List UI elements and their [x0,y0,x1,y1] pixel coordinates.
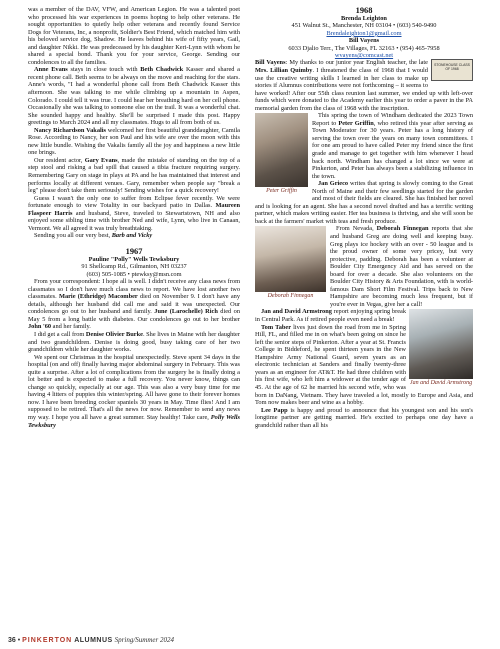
paragraph: Tom Taber lives just down the road from me in Spring Hill, FL, and filled me in on what's been going on since he left the senior steps of Pinkerton. After a year at St. Francis College in Biddeford, he spent thirteen years in the New Hampshire Army National Guard, seven years as an electronic technician at Sanders and finally twenty-three years as an engineer for AT&T. He had three children with his first wife, who left him a widower at the tender age of 45. At the age of 62 he married his second wife, who was born in DaNang, Vietnam. They have traveled a lot, mostly to Europe and Asia, and Tom now makes beer and wine as a hobby. [255,323,473,407]
paragraph: Sending you all our very best, Barb and Vicky [34,232,153,240]
correspondent-name: Pauline "Polly" Wells Tewksbury [88,255,180,263]
correspondent-email-link[interactable]: wvayens@comcast.net [334,52,394,60]
photo-caption: Peter Griffin [266,188,297,195]
correspondent-contact: (603) 505-1085 • ptewksy@msn.com [86,270,182,278]
correspondent-email-link[interactable]: Brendaleighton1@gmail.com [326,29,402,37]
memorial-paver-plaque: STONEHOUSE CLASS OF 1968 [431,59,473,81]
class-1968-header [255,6,473,59]
signature: Barb and Vicky [111,232,153,240]
photo-caption: Jan and David Armstrong [409,380,473,387]
right-column: 1968 Brenda Leighton 451 Walnut St., Manchester, NH 03104 • (603) 540-9490 Brendaleighton1@gmail.com Bill Vayens 6033 Djalio Terr., The Villages, FL 32163 • (954) 465-7958 wvayens@comcast.net STONEHOUSE CLASS OF 1968 Bill Vayens: My thanks to our junior year English teacher, the late Mrs. Lillian Quimby. I threatened the class of 1968 that I would use the creative writing skills I learned in her class to make up stories if Alumnus contributions were not forthcoming – it seems to have worked! After our 55th class reunion last summer, we ended up with left-over funds which were donated to the Academy earlier this year to order a paver in the PA memorial garden from the class of 1968 with the inscription. Peter Griffin This spring the town of Windham dedicated the 2023 Town Report to Peter Griffin, who retired this year after serving as Town Moderator for 30 years. Peter has a long history of serving the town over the years on many town committees. I for one am proud to have called Peter my friend since the first grade and manage to get together with him whenever I head back north. Windham has changed a lot since we were at Pinkerton, and Peter has always been a stabilizing influence in the town. Jan Grieco writes that spring is slowly coming to the Great North of Maine and their few seedlings started for the garden and most of their fields are cleared. She has finished her novel and is looking for an agent. She has a second novel drafted and has a terrific writing partner, which makes writing easier. Her tea business is thriving, and she will soon be back at the farmers' market with teas and fresh produce. Deborah Finnegan From Nevada, Deborah Finnegan reports that she and husband Greg are doing well and keeping busy. Greg plays ice hockey with an over - 50 league and is the proud owner of some very pricey, but very protective, padding. Deborah has been a volunteer at Boulder City Emergency Aid and has served on the board for over a decade. She also volunteers on the Boulder City History & Arts Foundation, with is world-famous Dam Short Film Festival. Trips back to New Hampshire are becoming much less frequent, but if you're ever in Vegas, give her a call! Jan and David Armstrong Jan and David Armstrong report enjoying spring break in Central Park. As if retired people even need a break! Tom Taber lives just down the road from me in Spring Hill, FL, and filled me in on what's been going on since he left the senior steps of Pinkerton. After a year at St. Francis College in Biddeford, he spent thirteen years in the New Hampshire Army National Guard, seven years as an electronic technician at Sanders and finally twenty-three years as an engineer for AT&T. He had three children with his first wife, who left him a widower at the tender age of 45. At the age of 62 he married his second wife, who was born in DaNang, Vietnam. They have traveled a lot, mostly to Europe and Asia, and Tom now makes beer and wine as a hobby. Lee Papp is happy and proud to announce that his youngest son and his son's longtime partner are getting married. He's excited to perhaps one day have a grandchild rather than all his [255,6,474,429]
paragraph: From your correspondent: I hope all is well. I didn't receive any class news from classmates so I don't have much class news to report. We have lost another two classmates. Marie (Ethridge) Macomber died on November 9. I don't have any details, although her husband did call me and said it was unexpected. Our condolences go out to her husband and family. June (Larochelle) Rich died on May 5 from a long battle with diabetes. Our condolences go out to her brother John '60 and her family. [28,278,241,331]
publication-brand: PINKERTON [22,637,73,644]
paragraph: Jan Grieco writes that spring is slowly coming to the Great North of Maine and their few seedlings started for the garden and most of their fields are cleared. She has finished her novel and is looking for an agent. She has a second novel drafted and has a terrific writing partner, which makes writing easier. Her tea business is thriving, and she will soon be back at the farmers' market with teas and fresh produce. [255,180,473,225]
page-footer: 36 • PINKERTON ALUMNUS Spring/Summer 2024 [8,636,174,644]
correspondent-address: 91 Shellcamp Rd., Gilmanton, NH 03237 [81,263,187,271]
correspondent-address: 451 Walnut St., Manchester, NH 03104 • (603) 540-9490 [291,22,437,30]
paragraph: This spring the town of Windham dedicated the 2023 Town Report to Peter Griffin, who retired this year after serving as Town Moderator for 30 years. Peter has a long history of serving the town over the years on many town committees. I for one am proud to have called Peter my friend since the first grade and manage to get together with him whenever I head back north. Windham has changed a lot since we were at Pinkerton, and Peter has always been a stabilizing influence in the town. [312,112,474,180]
correspondent-name: Brenda Leighton [341,15,387,22]
paragraph: Guess I wasn't the only one to suffer from Eclipse fever recently. We were fortunate enough to view Totality in our backyard patio in Dallas. Maureen Flaspeer Harris and husband, Steve, traveled to Stewartstown, NH and also enjoyed some sibling time with brother Ned and wife, Lynn, who live in Canaan, Vermont. We all agreed it was truly breathtaking. [28,194,240,232]
photo-jan-and-david-armstrong [409,309,473,379]
paragraph: was a member of the DAV, VFW, and American Legion. He was a talented poet who processed his war experiences in poems hoping to help other veterans. He sought opportunities to quietly help other veterans and recently found Service Dogs for Veterans, Inc, a nonprofit, Soldier's Best Friend, which matched him with his beloved service dog, Shadow. He leaves behind his wife of fifty years, Gail, and daughter Nikki. He was predeceased by his daughter Keri-Lynn with whom he shared a special bond. Thank you for your service, George. Sending our condolences to all the families. [28,6,240,66]
paragraph: Anne Evans stays in close touch with Beth Chadwick Kasser and shared a recent phone call. Beth seems to be always on the move and reaching for the stars. Anne's words, "I had a wonderful phone call from Beth Chadwick Kasser this afternoon. She was talking to me while climbing up a mountain in Aspen, Colorado. I could tell it was true. I could hear her breathing hard on her cell phone. Occasionally she was talking to someone else on the trail. It was a wonderful chat. She sounded happy and healthy. She'll be surprised I made this post. Happy greetings to March 2024 and all my classmates. Hugs to all from both of us. [28,66,240,127]
class-year: 1968 [355,6,373,15]
paragraph: From Nevada, Deborah Finnegan reports that she and husband Greg are doing well and keeping busy. Greg plays ice hockey with an over - 50 league and is the proud owner of some very pricey, but very protective, padding. Deborah has been a volunteer at Boulder City Emergency Aid and has served on the board for over a decade. She also volunteers on the Boulder City History & Arts Foundation, with is world-famous Dam Short Film Festival. Trips back to New Hampshire are becoming much less frequent, but if you're ever in Vegas, give her a call! [330,225,473,308]
photo-peter-griffin [255,113,308,187]
correspondent-address: 6033 Djalio Terr., The Villages, FL 32163 • (954) 465-7958 [288,44,440,52]
paragraph: Jan and David Armstrong report enjoying spring break in Central Park. As if retired people even need a break! [255,308,406,324]
left-column [28,6,240,429]
correspondent-name: Bill Vayens [348,37,380,45]
photo-armstrong-block [409,308,473,390]
class-1967-header [28,247,240,278]
paragraph: Lee Papp is happy and proud to announce that his youngest son and his son's longtime partner are getting married. He's excited to perhaps one day have a grandchild rather than all his [255,406,473,429]
publication-name: ALUMNUS [74,637,113,644]
photo-peter-griffin-block [255,112,312,198]
class-year: 1967 [125,246,143,256]
paragraph: Our resident actor, Gary Evans, made the mistake of standing on the top of a step stool and risking a bad spill that caused a tibia fracture requiring surgery. Remembering Gary on stage in plays at PA and he has maintained that interest and performs locally at different venues. Gary, remember when people say "break a leg" please don't take them seriously! Sending wishes for a quick recovery! [28,156,240,195]
paragraph: Nancy Richardson Vakalis welcomed her first beautiful granddaughter, Camila Rose. According to Nancy, her son Paul and his wife are over the moon with this new little bundle. Wishing the Vakalis family all the joy and happiness a new little one brings. [28,126,240,157]
paragraph: I did get a call from Denise Olivier Burke. She lives in Maine with her daughter and two grandchildren. Denise is doing good, busy taking care of her two grandchildren while her daughter works. [28,331,240,354]
signature: Polly Wells Tewksbury [28,414,240,429]
issue-label: Spring/Summer 2024 [114,636,174,644]
paragraph: We spent our Christmas in the hospital unexpectedly. Steve spent 34 days in the hospital (on and off) finally having major abdominal surgery in February. This was quite a surprise. After a lot of complications from the surgery he is finally doing a lot better and is expected to make a full recovery. You never know, things can change so quickly, especially at our age. This was also a very busy time for me having 4 litters of puppies this winter/spring. All have gone to their forever homes now. I have been breeding cocker spaniels 30 years in May. Time flies! And I am supposed to be retired. That's all the news for now. Remember to send any news my way. I hope you all have a great summer. Stay healthy! Take care, Polly Wells Tewksbury [28,353,240,429]
photo-caption: Deborah Finnegan [267,293,314,300]
page-number: 36 [8,637,16,644]
photo-deborah-finnegan-block [255,225,330,303]
photo-deborah-finnegan [255,226,326,292]
